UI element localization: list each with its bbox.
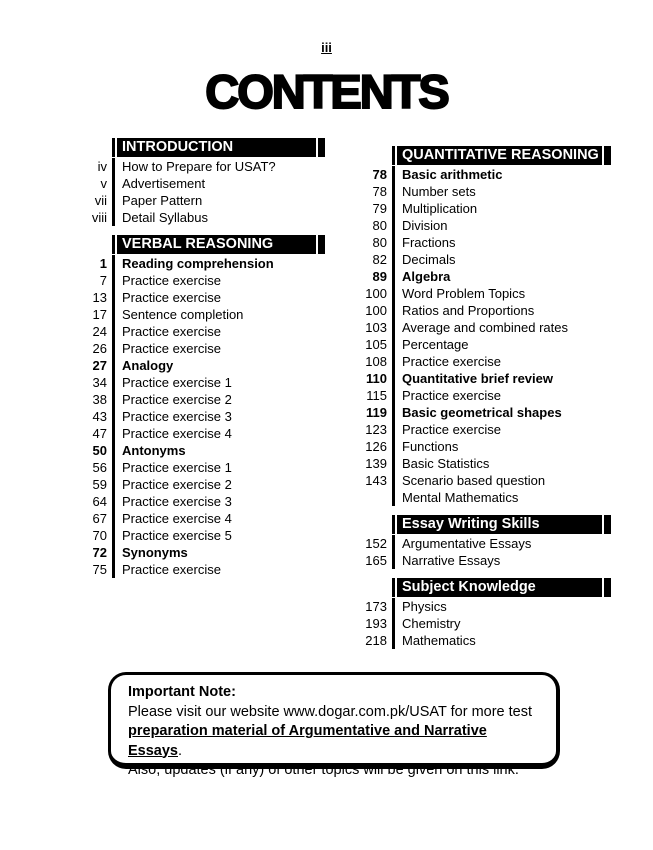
toc-row bbox=[353, 438, 611, 455]
section-header-bar: Essay Writing Skills bbox=[397, 515, 602, 534]
toc-row bbox=[85, 323, 325, 340]
entry-page-number: 105 bbox=[365, 337, 387, 352]
toc-row bbox=[85, 408, 325, 425]
toc-left-column bbox=[85, 138, 325, 587]
entry-title: Practice exercise 1 bbox=[112, 459, 325, 476]
note-line-1 bbox=[128, 703, 540, 723]
entry-title: Quantitative brief review bbox=[392, 370, 611, 387]
entry-page-number: 218 bbox=[365, 633, 387, 648]
section-header bbox=[112, 138, 325, 157]
entry-page-number: 75 bbox=[92, 562, 107, 577]
entry-page-number: 80 bbox=[372, 218, 387, 233]
entry-page-number: 126 bbox=[365, 439, 387, 454]
entry-title: Practice exercise bbox=[392, 421, 611, 438]
toc-row bbox=[85, 306, 325, 323]
entry-page-number: 24 bbox=[92, 324, 107, 339]
entry-title: Practice exercise bbox=[392, 387, 611, 404]
entry-title: Ratios and Proportions bbox=[392, 302, 611, 319]
entry-page-number: 100 bbox=[365, 303, 387, 318]
page-folio: iii bbox=[321, 40, 332, 55]
entry-page-number: 56 bbox=[92, 460, 107, 475]
toc-section bbox=[353, 515, 611, 569]
entry-page-number: 47 bbox=[92, 426, 107, 441]
toc-section bbox=[353, 146, 611, 506]
entry-title: Practice exercise 3 bbox=[112, 408, 325, 425]
toc-row bbox=[353, 421, 611, 438]
toc-row bbox=[353, 598, 611, 615]
entry-title: Argumentative Essays bbox=[392, 535, 611, 552]
entry-page-number: 43 bbox=[92, 409, 107, 424]
toc-row bbox=[353, 319, 611, 336]
entry-page-number: 50 bbox=[92, 443, 107, 458]
toc-row bbox=[85, 192, 325, 209]
entry-page-number: 143 bbox=[365, 473, 387, 488]
toc-row bbox=[85, 272, 325, 289]
entry-title: Basic Statistics bbox=[392, 455, 611, 472]
entry-title: Division bbox=[392, 217, 611, 234]
toc-row bbox=[353, 387, 611, 404]
entry-page-number: 110 bbox=[366, 371, 387, 386]
entry-page-number: 123 bbox=[365, 422, 387, 437]
entry-page-number: 103 bbox=[365, 320, 387, 335]
toc-row bbox=[353, 632, 611, 649]
entry-page-number: 72 bbox=[92, 545, 107, 560]
entry-title: Basic arithmetic bbox=[392, 166, 611, 183]
entry-page-number: 34 bbox=[92, 375, 107, 390]
entry-title: Detail Syllabus bbox=[112, 209, 325, 226]
entry-page-number: 64 bbox=[92, 494, 107, 509]
entry-title: Practice exercise bbox=[112, 323, 325, 340]
toc-row bbox=[85, 357, 325, 374]
section-header bbox=[392, 578, 611, 597]
entry-page-number: iv bbox=[97, 159, 107, 174]
header-end-cap bbox=[604, 515, 611, 534]
page-title: CONTENTS bbox=[205, 65, 448, 118]
toc-row bbox=[353, 183, 611, 200]
entry-page-number: 82 bbox=[372, 252, 387, 267]
entry-page-number: vii bbox=[94, 193, 107, 208]
entry-page-number bbox=[353, 489, 392, 506]
entry-page-number: 139 bbox=[365, 456, 387, 471]
entry-title: Reading comprehension bbox=[112, 255, 325, 272]
entry-page-number: 1 bbox=[99, 256, 107, 271]
toc-row bbox=[353, 472, 611, 489]
entry-title: Analogy bbox=[112, 357, 325, 374]
toc-row bbox=[85, 459, 325, 476]
entry-page-number: v bbox=[100, 176, 107, 191]
toc-row bbox=[353, 302, 611, 319]
toc-row bbox=[353, 535, 611, 552]
toc-row bbox=[353, 234, 611, 251]
entry-title: Practice exercise 2 bbox=[112, 391, 325, 408]
entry-title: Percentage bbox=[392, 336, 611, 353]
toc-row bbox=[85, 442, 325, 459]
entry-title: Practice exercise bbox=[112, 289, 325, 306]
entry-title: How to Prepare for USAT? bbox=[112, 158, 325, 175]
entry-page-number: 26 bbox=[92, 341, 107, 356]
entry-title: Practice exercise bbox=[392, 353, 611, 370]
section-header bbox=[392, 146, 611, 165]
toc-row bbox=[85, 493, 325, 510]
entry-title: Antonyms bbox=[112, 442, 325, 459]
entry-page-number: 89 bbox=[372, 269, 387, 284]
toc-row bbox=[85, 374, 325, 391]
header-end-cap bbox=[318, 138, 325, 157]
toc-row bbox=[85, 391, 325, 408]
toc-row bbox=[85, 527, 325, 544]
entry-page-number: 100 bbox=[365, 286, 387, 301]
entry-title: Practice exercise 3 bbox=[112, 493, 325, 510]
toc-row bbox=[85, 158, 325, 175]
entry-title: Practice exercise 4 bbox=[112, 510, 325, 527]
section-header-bar: VERBAL REASONING bbox=[117, 235, 316, 254]
section-header bbox=[392, 515, 611, 534]
entry-title: Scenario based question bbox=[392, 472, 611, 489]
entry-title: Practice exercise 5 bbox=[112, 527, 325, 544]
entry-page-number: 173 bbox=[365, 599, 387, 614]
toc-row bbox=[353, 455, 611, 472]
toc-row bbox=[353, 370, 611, 387]
toc-row bbox=[353, 336, 611, 353]
entry-title: Paper Pattern bbox=[112, 192, 325, 209]
entry-title: Advertisement bbox=[112, 175, 325, 192]
entry-page-number: 79 bbox=[372, 201, 387, 216]
toc-row bbox=[353, 268, 611, 285]
note-line-1-text: Please visit our website www.dogar.com.pk/USAT for more test bbox=[128, 703, 533, 720]
entry-title: Algebra bbox=[392, 268, 611, 285]
entry-page-number: 80 bbox=[372, 235, 387, 250]
toc-row bbox=[353, 166, 611, 183]
entry-page-number: 115 bbox=[366, 388, 387, 403]
entry-title: Average and combined rates bbox=[392, 319, 611, 336]
entry-title: Chemistry bbox=[392, 615, 611, 632]
entry-title: Practice exercise bbox=[112, 272, 325, 289]
entry-title: Multiplication bbox=[392, 200, 611, 217]
header-end-cap bbox=[604, 146, 611, 165]
entry-page-number: 59 bbox=[92, 477, 107, 492]
toc-row bbox=[353, 285, 611, 302]
note-line-3 bbox=[128, 761, 540, 781]
entry-page-number: 17 bbox=[92, 307, 107, 322]
section-header-bar: Subject Knowledge bbox=[397, 578, 602, 597]
entry-page-number: 38 bbox=[92, 392, 107, 407]
entry-title: Practice exercise bbox=[112, 561, 325, 578]
entry-page-number: viii bbox=[91, 210, 107, 225]
toc-row bbox=[353, 404, 611, 421]
toc-row bbox=[353, 251, 611, 268]
toc-right-column bbox=[353, 146, 611, 658]
entry-title: Sentence completion bbox=[112, 306, 325, 323]
important-note-box bbox=[108, 672, 560, 778]
entry-title: Decimals bbox=[392, 251, 611, 268]
entry-title: Practice exercise 2 bbox=[112, 476, 325, 493]
toc-row bbox=[353, 489, 611, 506]
entry-page-number: 13 bbox=[92, 290, 107, 305]
entry-title: Mental Mathematics bbox=[392, 489, 611, 506]
toc-row bbox=[85, 510, 325, 527]
entry-title: Practice exercise 1 bbox=[112, 374, 325, 391]
entry-title: Synonyms bbox=[112, 544, 325, 561]
entry-page-number: 108 bbox=[365, 354, 387, 369]
entry-title: Physics bbox=[392, 598, 611, 615]
toc-row bbox=[85, 476, 325, 493]
entry-page-number: 7 bbox=[99, 273, 107, 288]
entry-page-number: 70 bbox=[92, 528, 107, 543]
entry-page-number: 78 bbox=[372, 167, 387, 182]
header-end-cap bbox=[604, 578, 611, 597]
entry-page-number: 165 bbox=[365, 553, 387, 568]
toc-row bbox=[85, 340, 325, 357]
note-line-3-text: Also, updates (if any) of other topics will be given on this link. bbox=[128, 762, 519, 778]
note-heading: Important Note: bbox=[128, 684, 236, 700]
toc-row bbox=[85, 289, 325, 306]
entry-page-number: 119 bbox=[366, 405, 387, 420]
entry-title: Practice exercise 4 bbox=[112, 425, 325, 442]
toc-row bbox=[85, 209, 325, 226]
entry-title: Word Problem Topics bbox=[392, 285, 611, 302]
entry-title: Basic geometrical shapes bbox=[392, 404, 611, 421]
toc-row bbox=[353, 200, 611, 217]
entry-title: Practice exercise bbox=[112, 340, 325, 357]
toc-section bbox=[353, 578, 611, 649]
toc-row bbox=[85, 561, 325, 578]
toc-section bbox=[85, 235, 325, 578]
entry-title: Mathematics bbox=[392, 632, 611, 649]
toc-row bbox=[85, 255, 325, 272]
entry-title: Narrative Essays bbox=[392, 552, 611, 569]
note-emphasized-text: preparation material of Argumentative and Narrative Essays bbox=[128, 723, 487, 759]
entry-page-number: 152 bbox=[365, 536, 387, 551]
toc-row bbox=[353, 552, 611, 569]
section-header-bar: INTRODUCTION bbox=[117, 138, 316, 157]
entry-page-number: 27 bbox=[92, 358, 107, 373]
entry-page-number: 78 bbox=[372, 184, 387, 199]
entry-page-number: 193 bbox=[365, 616, 387, 631]
toc-section bbox=[85, 138, 325, 226]
note-emphasized-suffix: . bbox=[178, 742, 183, 759]
entry-page-number: 67 bbox=[92, 511, 107, 526]
toc-row bbox=[85, 544, 325, 561]
section-header bbox=[112, 235, 325, 254]
header-end-cap bbox=[318, 235, 325, 254]
note-line-2 bbox=[128, 722, 540, 761]
toc-row bbox=[353, 217, 611, 234]
entry-title: Fractions bbox=[392, 234, 611, 251]
toc-row bbox=[85, 425, 325, 442]
entry-title: Functions bbox=[392, 438, 611, 455]
section-header-bar: QUANTITATIVE REASONING bbox=[397, 146, 602, 165]
toc-row bbox=[353, 353, 611, 370]
toc-row bbox=[353, 615, 611, 632]
toc-row bbox=[85, 175, 325, 192]
entry-title: Number sets bbox=[392, 183, 611, 200]
